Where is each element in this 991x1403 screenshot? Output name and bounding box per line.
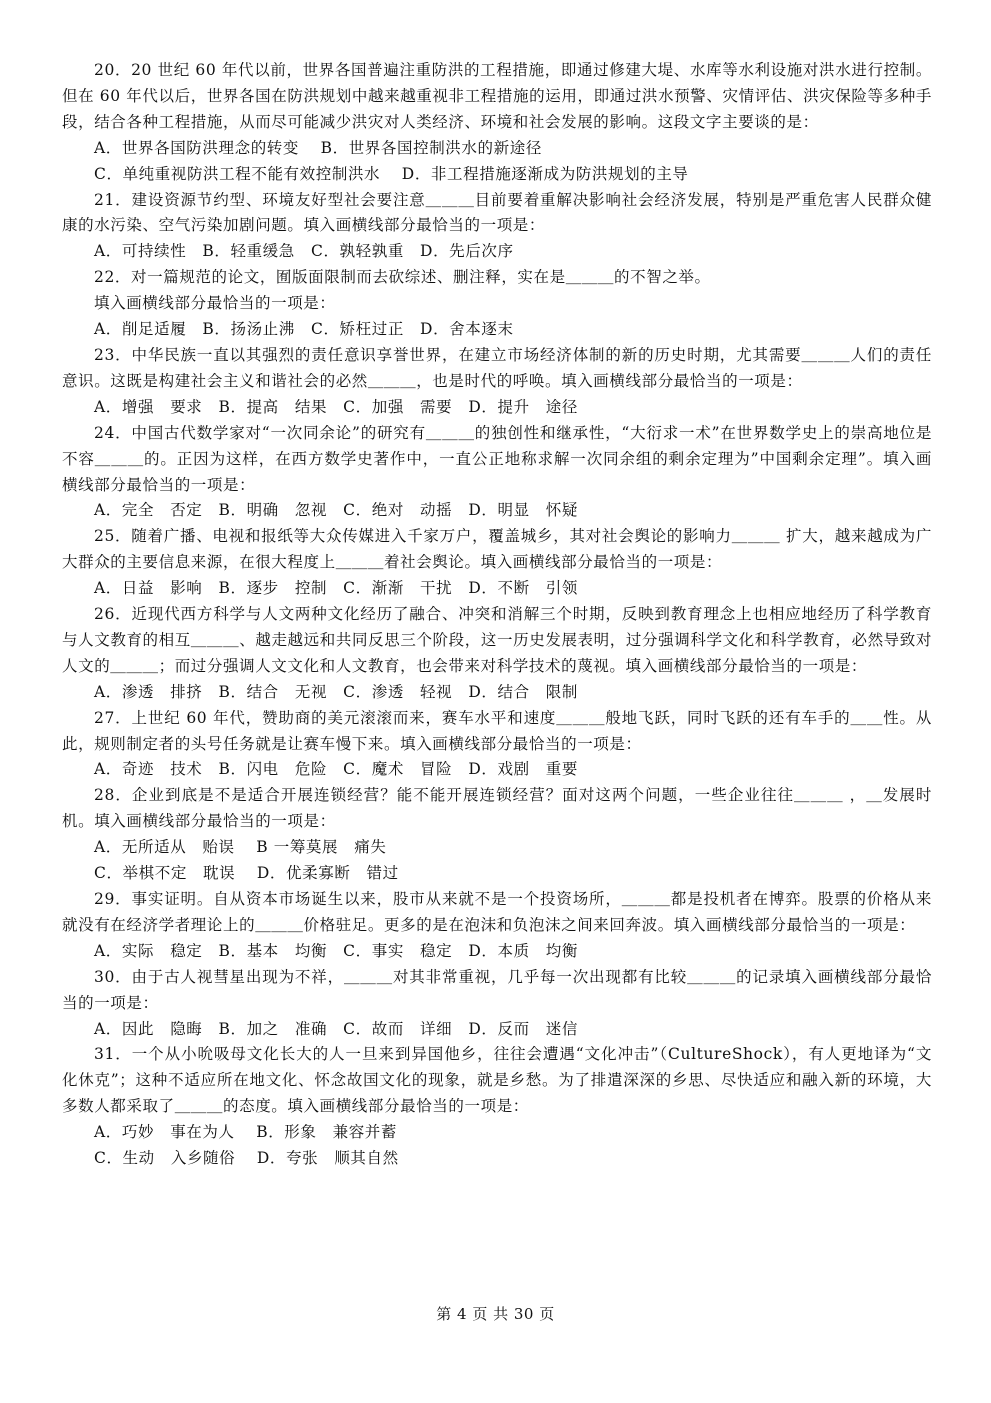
question-23 <box>62 343 932 421</box>
question-stem: 29．事实证明。自从资本市场诞生以来，股市从来就不是一个投资场所，＿＿＿都是投机者在博弈。股票的价格从来就没有在经济学者理论上的＿＿＿价格驻足。更多的是在泡沫和负泡沫之间来回奔波。填入画横线部分最恰当的一项是： <box>62 890 932 934</box>
question-stem: 21．建设资源节约型、环境友好型社会要注意＿＿＿目前要着重解决影响社会经济发展，特别是严重危害人民群众健康的水污染、空气污染加剧问题。填入画横线部分最恰当的一项是： <box>62 190 932 235</box>
option-line: A．实际 稳定 B．基本 均衡 C．事实 稳定 D．本质 均衡 <box>94 941 578 960</box>
option-line: A．无所适从 贻误 B 一筹莫展 痛失 <box>94 838 387 857</box>
question-stem: 20．20 世纪 60 年代以前，世界各国普遍注重防洪的工程措施，即通过修建大堤、水库等水利设施对洪水进行控制。但在 60 年代以后，世界各国在防洪规划中越来越重视非工程措施的运用，即通过洪水预警、灾情评估、洪灾保险等多种手段，结合各种工程措施，从而尽可能减少洪灾对人类经济、环境和社会发展的影响。这段文字主要谈的是： <box>62 61 932 131</box>
question-28 <box>62 783 932 887</box>
option-line: A．世界各国防洪理念的转变 B．世界各国控制洪水的新途径 <box>94 138 542 157</box>
question-22 <box>62 265 932 343</box>
question-stem: 24．中国古代数学家对“一次同余论”的研究有＿＿＿的独创性和继承性，“大衍求一术”在世界数学史上的崇高地位是不容＿＿＿的。正因为这样，在西方数学史著作中，一直公正地称求解一次同余组的剩余定理为”中国剩余定理”。填入画横线部分最恰当的一项是： <box>62 423 932 494</box>
question-25 <box>62 524 932 602</box>
question-stem: 27．上世纪 60 年代，赞助商的美元滚滚而来，赛车水平和速度＿＿＿般地飞跃，同时飞跃的还有车手的＿＿性。从此，规则制定者的头号任务就是让赛车慢下来。填入画横线部分最恰当的一项是： <box>62 708 932 753</box>
question-list <box>62 58 932 1172</box>
question-stem: 23．中华民族一直以其强烈的责任意识享誉世界，在建立市场经济体制的新的历史时期，尤其需要＿＿＿人们的责任意识。这既是构建社会主义和谐社会的必然＿＿＿，也是时代的呼唤。填入画横线部分最恰当的一项是： <box>62 345 932 390</box>
question-30 <box>62 965 932 1043</box>
option-line: A．完全 否定 B．明确 忽视 C．绝对 动摇 D．明显 怀疑 <box>94 501 578 520</box>
page-footer: 第 4 页 共 30 页 <box>436 1305 555 1323</box>
option-line: A．日益 影响 B．逐步 控制 C．渐渐 干扰 D．不断 引领 <box>94 579 578 598</box>
question-stem: 25．随着广播、电视和报纸等大众传媒进入千家万户，覆盖城乡，其对社会舆论的影响力＿＿＿ 扩大，越来越成为广大群众的主要信息来源，在很大程度上＿＿＿着社会舆论。填入画横线部分最恰当的一项是： <box>62 527 932 572</box>
option-line: A．可持续性 B．轻重缓急 C．孰轻孰重 D．先后次序 <box>94 242 514 261</box>
option-line: A．因此 隐晦 B．加之 准确 C．故而 详细 D．反而 迷信 <box>94 1019 578 1038</box>
option-line: A．增强 要求 B．提高 结果 C．加强 需要 D．提升 途径 <box>94 397 578 416</box>
option-line: A．巧妙 事在为人 B．形象 兼容并蓄 <box>94 1123 398 1142</box>
question-29 <box>62 887 932 965</box>
question-31 <box>62 1042 932 1172</box>
question-stem: 22．对一篇规范的论文，囿版面限制而去砍综述、删注释，实在是＿＿＿的不智之举。 <box>94 268 711 287</box>
question-stem: 28．企业到底是不是适合开展连锁经营？能不能开展连锁经营？面对这两个问题，一些企业往往＿＿＿ ，＿发展时机。填入画横线部分最恰当的一项是： <box>62 786 932 831</box>
question-20 <box>62 58 932 188</box>
option-line: A．渗透 排挤 B．结合 无视 C．渗透 轻视 D．结合 限制 <box>94 682 578 701</box>
option-line: C．举棋不定 耽误 D．优柔寡断 错过 <box>94 864 399 883</box>
question-stem: 26．近现代西方科学与人文两种文化经历了融合、冲突和消解三个时期，反映到教育理念上也相应地经历了科学教育与人文教育的相互＿＿＿、越走越远和共同反思三个阶段，这一历史发展表明，过分强调科学文化和科学教育，必然导致对人文的＿＿＿；而过分强调人文文化和人文教育，也会带来对科学技术的蔑视。填入画横线部分最恰当的一项是： <box>62 605 932 675</box>
question-stem: 30．由于古人视彗星出现为不祥，＿＿＿对其非常重视，几乎每一次出现都有比较＿＿＿的记录填入画横线部分最恰当的一项是： <box>62 967 932 1012</box>
question-27 <box>62 706 932 784</box>
option-line: 填入画横线部分最恰当的一项是： <box>94 294 336 313</box>
option-line: A．奇迹 技术 B．闪电 危险 C．魔术 冒险 D．戏剧 重要 <box>94 760 578 779</box>
question-24 <box>62 421 932 525</box>
question-21 <box>62 188 932 266</box>
option-line: C．生动 入乡随俗 D．夸张 顺其自然 <box>94 1149 399 1168</box>
question-26 <box>62 602 932 706</box>
question-stem: 31．一个从小吮吸母文化长大的人一旦来到异国他乡，往往会遭遇“文化冲击”（CultureShock），有人更地译为“文化休克”；这种不适应所在地文化、怀念故国文化的现象，就是乡愁。为了排遣深深的乡思、尽快适应和融入新的环境，大多数人都采取了＿＿＿的态度。填入画横线部分最恰当的一项是： <box>62 1045 932 1116</box>
option-line: C．单纯重视防洪工程不能有效控制洪水 D．非工程措施逐渐成为防洪规划的主导 <box>94 164 689 183</box>
option-line: A．削足适履 B．扬汤止沸 C．矫枉过正 D．舍本逐末 <box>94 320 514 339</box>
